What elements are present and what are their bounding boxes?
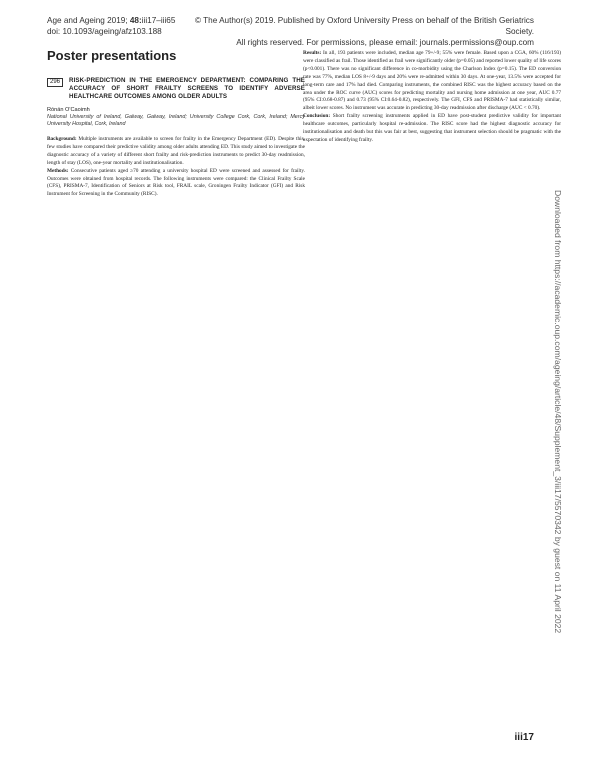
section-title: Poster presentations: [47, 48, 177, 63]
methods-text: Consecutive patients aged ≥70 attending a university hospital ED were screened and assessed for frailty. Outcomes were obtained from hospital records. The following instruments were compared: the Clinical Frailty Scale (CFS), PRISMA-7, Identification of Seniors at Risk tool, FRAIL scale, Groningen Frailty Indicator (GFI) and Risk Instrument for Screening in the Community (RISC).: [47, 167, 305, 198]
copyright-text: © The Author(s) 2019. Published by Oxford University Press on behalf of the British Geriatrics Society.: [195, 16, 534, 36]
abstract-title: RISK-PREDICTION IN THE EMERGENCY DEPARTMENT: COMPARING THE ACCURACY OF SHORT FRAILTY SCREENS TO IDENTIFY ADVERSE HEALTHCARE OUTCOMES AMONG OLDER ADULTS: [69, 77, 305, 100]
download-watermark: Downloaded from https://academic.oup.com/ageing/article/48/Supplement_3/iii17/5570342 by guest on 11 April 2022: [553, 190, 563, 634]
conclusion-paragraph: [303, 113, 561, 145]
abstract-number: 296: [47, 78, 63, 87]
affiliation: National University of Ireland, Galway, Galway, Ireland; University College Cork, Cork, Ireland; Mercy University Hospital, Cork, Ireland: [47, 114, 305, 127]
abstract-left-column: [47, 77, 305, 199]
page-number: iii17: [514, 732, 534, 743]
author: Rónán O'Caoimh: [47, 107, 90, 113]
results-text: In all, 193 patients were included, median age 79+/-9; 55% were female. Based upon a CGA, 60% (116/193) were classified as frail. Those identified as frail were significantly older (p=0.05) and reported lower quality of life scores (p<0.001). There was no significant difference in co-morbidity using the Charlson Index (p=0.15). The ED conversion rate was 77%, median LOS 8+/-9 days and 20% were re-admitted within 30 days. At one-year, 13.5% were accepted for long-term care and 17% had died. Comparing instruments, the combined RISC was the highest accuracy based on the area under the ROC curve (AUC) scores for predicting mortality and nursing home admission at one year, AUC 0.77 (95% CI:0.68-0.87) and 0.73 (95% CI:0.64-0.82), respectively. The GFI, CFS and PRISMA-7 had statistically similar, albeit lower scores. No instrument was accurate in predicting 30-day readmission after discharge (AUC < 0.70).: [303, 50, 562, 112]
rights-text: All rights reserved. For permissions, please email: journals.permissions@oup.com: [236, 38, 534, 47]
doi[interactable]: doi: 10.1093/ageing/afz103.188: [47, 27, 162, 36]
results-paragraph: [303, 50, 561, 113]
copyright-block: [174, 15, 534, 48]
journal-name: Age and Ageing 2019;: [47, 16, 128, 25]
background-paragraph: [47, 136, 305, 168]
results-label: Results:: [303, 50, 322, 56]
background-label: Background:: [47, 136, 77, 142]
methods-paragraph: [47, 168, 305, 200]
journal-volume: 48:: [129, 16, 142, 25]
journal-header: [47, 15, 175, 37]
methods-label: Methods:: [47, 167, 69, 174]
abstract-header: [47, 77, 305, 101]
journal-pages: iii17–iii65: [141, 16, 176, 25]
abstract-right-column: [303, 50, 561, 145]
conclusion-label: Conclusion:: [303, 113, 331, 120]
background-text: Multiple instruments are available to screen for frailty in the Emergency Department (ED). Despite this, few studies have compared their predictive validity among older adults attending ED. This study aimed to investigate the diagnostic accuracy of a variety of different short frailty and risk-prediction instruments to predict 30-day readmission, length of stay (LOS), one-year mortality and institutionalisation.: [47, 136, 305, 166]
conclusion-text: Short frailty screening instruments applied in ED have post-student predictive validity for important healthcare outcomes, particularly hospital re-admission. The RISC score had the highest diagnostic accuracy for institutionalisation and death but this was fair at best, suggesting that instrument selection should be pragmatic with the expectation of identifying frailty.: [303, 113, 561, 143]
